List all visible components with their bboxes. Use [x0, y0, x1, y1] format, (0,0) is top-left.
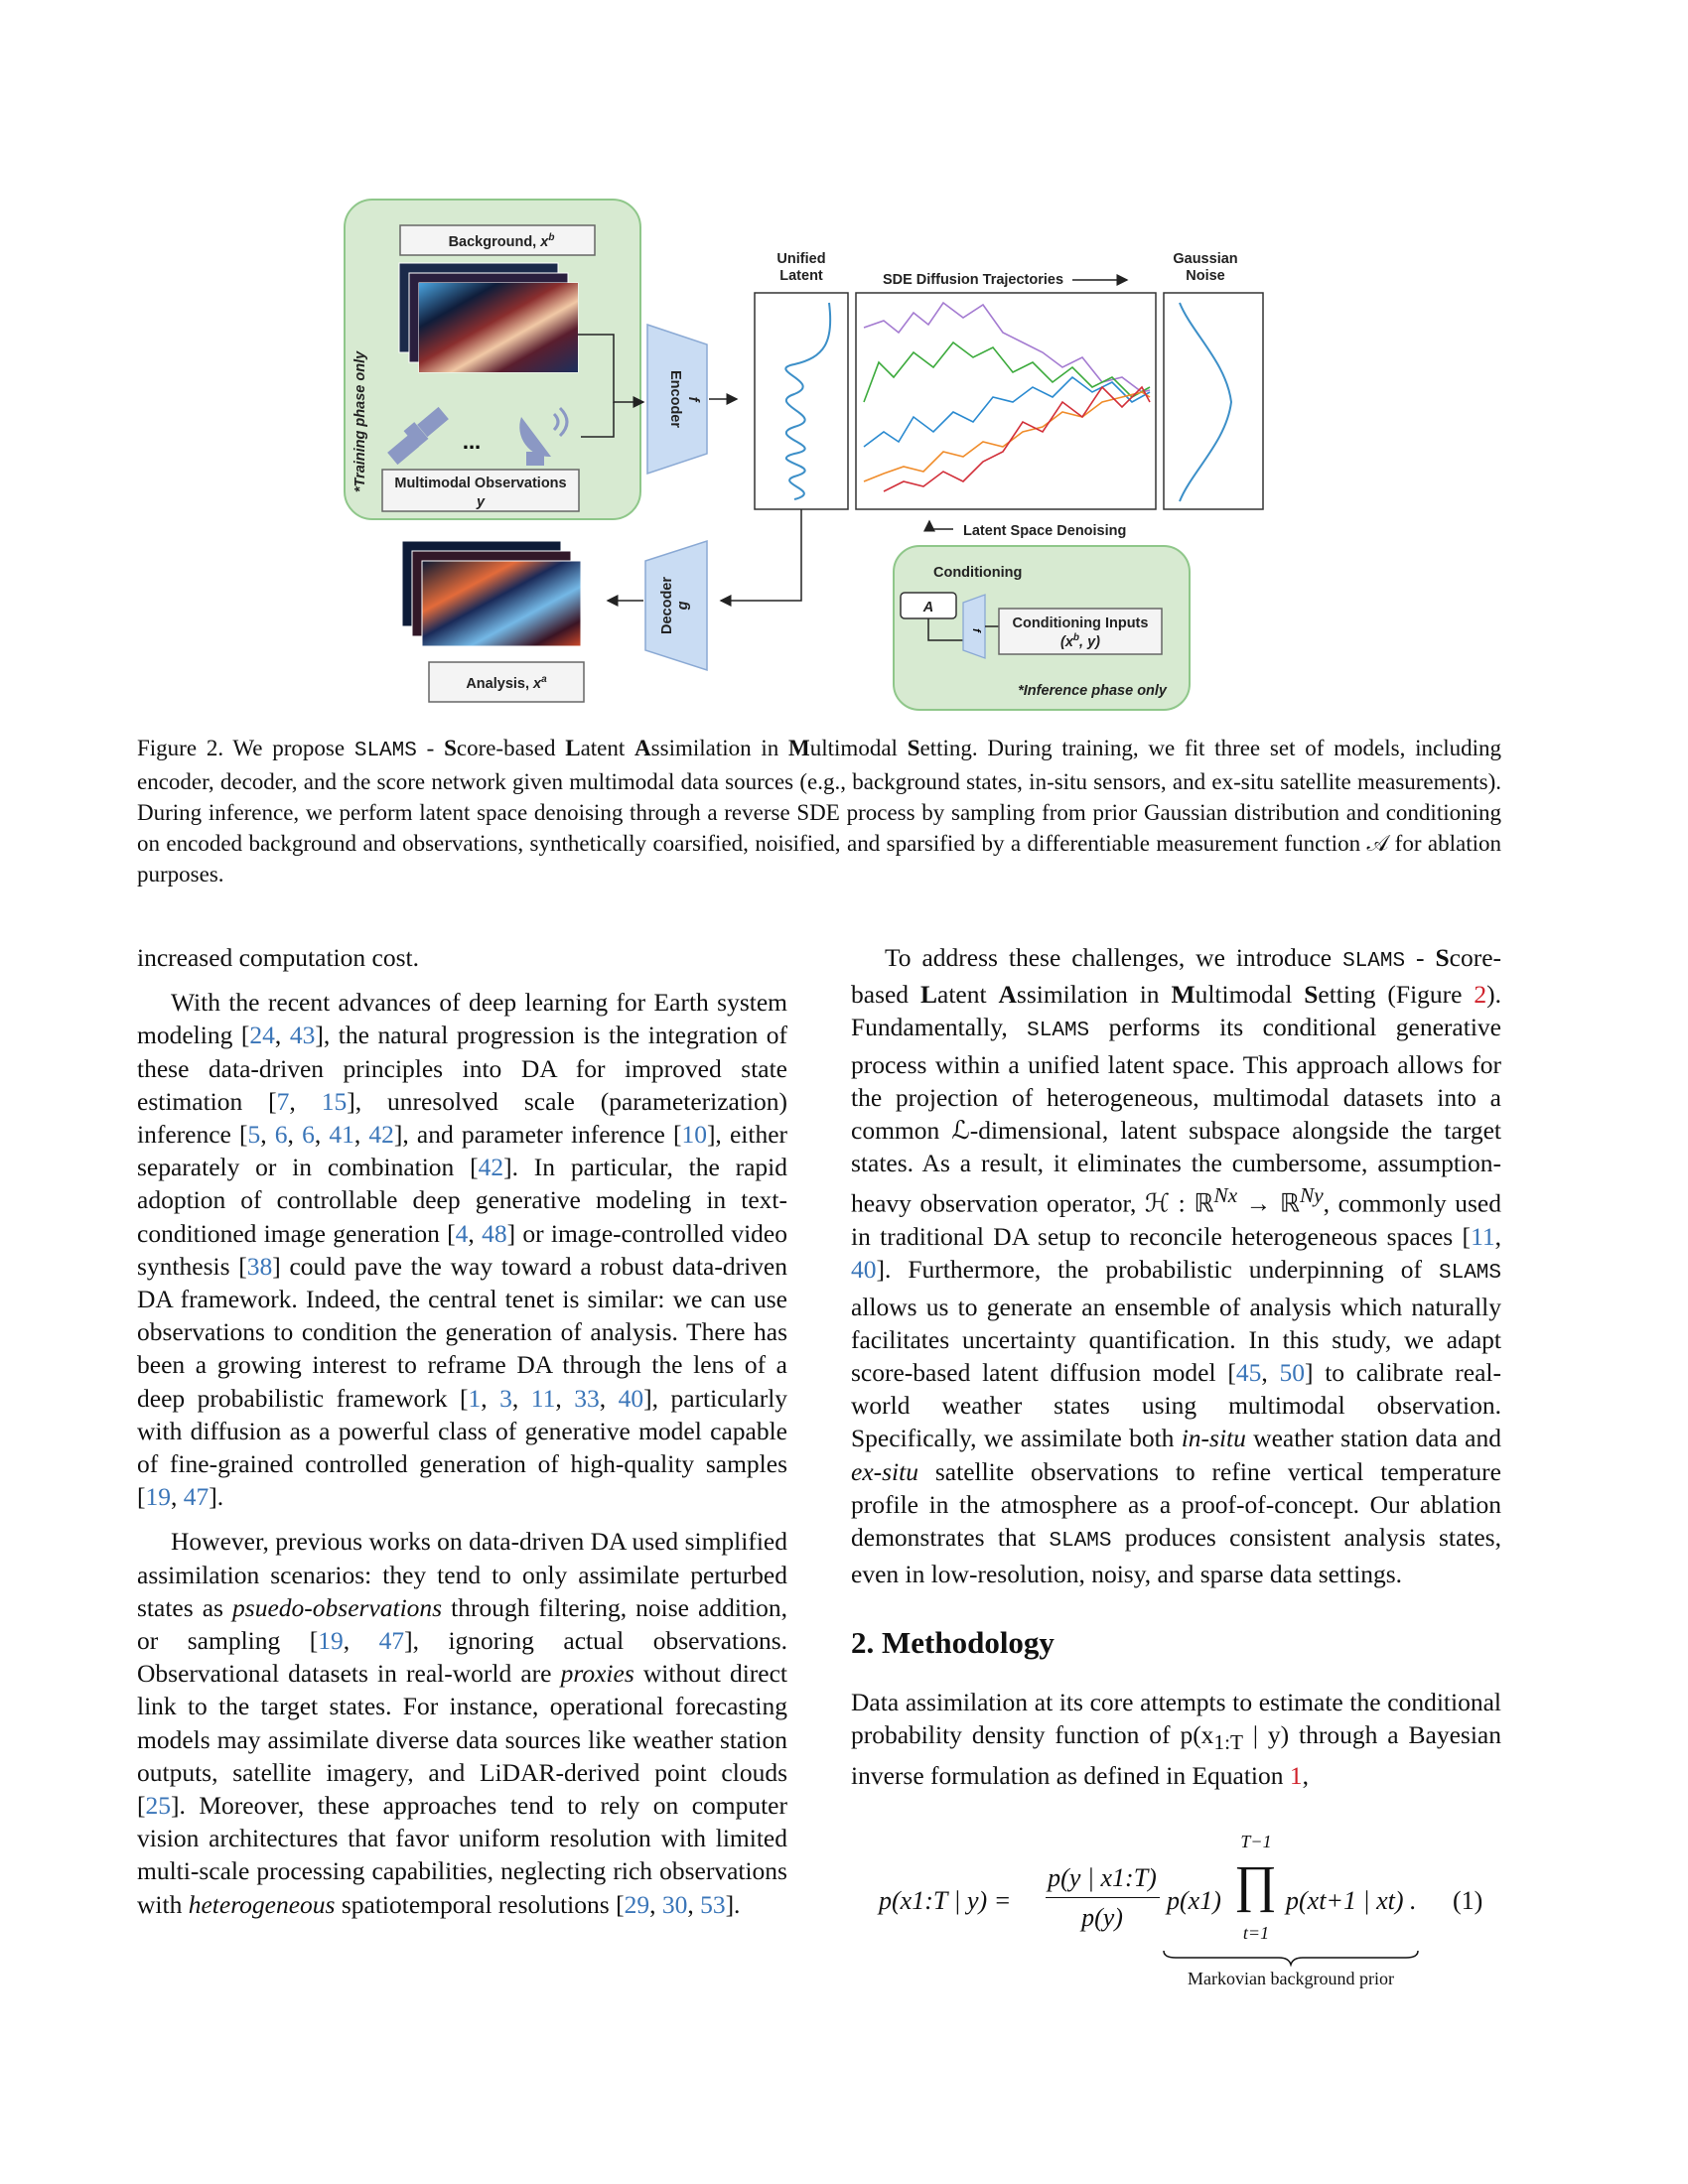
- a-label: A: [922, 600, 934, 615]
- citation-link[interactable]: 29: [624, 1889, 650, 1919]
- analysis-label: Analysis, $x^a$: [466, 674, 547, 692]
- unified-latent-label-2: Latent: [779, 268, 823, 284]
- citation-link[interactable]: 15: [321, 1086, 348, 1116]
- gaussian-noise-label-1: Gaussian: [1173, 251, 1238, 267]
- latent-to-decoder: [721, 509, 801, 601]
- product-lower: t=1: [1242, 1923, 1270, 1943]
- gaussian-noise-label-2: Noise: [1186, 268, 1225, 284]
- citation-link[interactable]: 7: [276, 1086, 290, 1116]
- small-f: f: [970, 628, 982, 632]
- decoder-label: Decoder: [659, 576, 675, 635]
- citation-link[interactable]: 40: [851, 1255, 877, 1285]
- figure-caption: Figure 2. We propose SLAMS - Score-based Latent Assimilation in Multimodal Setting. During training, we fit three set of models, including encoder, decoder, and the score network given multimodal data sources (e.g., background states, in-situ sensors, and ex-situ satellite measurements). During inference, we perform latent space denoising through a reverse SDE process by sampling from prior Gaussian distribution and conditioning on encoded background and observations, synthetically coarsified, noisified, and sparsified by a differentiable measurement function 𝒜 for ablation purposes.: [137, 736, 1501, 887]
- unified-latent-label-1: Unified: [776, 251, 826, 267]
- citation-link[interactable]: 25: [145, 1791, 171, 1821]
- left-column: [137, 941, 787, 1921]
- citation-link[interactable]: 40: [618, 1383, 644, 1413]
- citation-link[interactable]: 6: [274, 1120, 288, 1150]
- equation-denominator: p(y): [1081, 1903, 1123, 1932]
- citation-link[interactable]: 53: [700, 1889, 726, 1919]
- citation-link[interactable]: 47: [378, 1626, 405, 1656]
- unified-latent-box: [755, 293, 848, 509]
- citation-link[interactable]: 42: [368, 1120, 394, 1150]
- citation-link[interactable]: 19: [318, 1626, 344, 1656]
- small-encoder: [963, 595, 985, 658]
- equation-numerator: p(y | x1:T): [1048, 1863, 1157, 1892]
- figure-ref-link[interactable]: 2: [1474, 980, 1487, 1010]
- sde-label: SDE Diffusion Trajectories: [882, 272, 1064, 288]
- citation-link[interactable]: 11: [530, 1383, 556, 1413]
- paragraph: increased computation cost.: [137, 943, 419, 972]
- paragraph: However, previous works on data-driven DA used simplified assimilation scenarios: they tend to only assimilate perturbed states as psuedo-observations through filtering, noise addition, or sampling [19, 47], ignoring actual observations. Observational datasets in real-world are proxies without direct link to the target states. For instance, operational forecasting models may assimilate diverse data sources like weather station outputs, satellite imagery, and LiDAR-derived point clouds [25]. Moreover, these approaches tend to rely on computer vision architectures that favor uniform resolution with limited multi-scale processing capabilities, neglecting rich observations with heterogeneous spatiotemporal resolutions [29, 30, 53].: [137, 1527, 788, 1919]
- citation-link[interactable]: 30: [661, 1889, 688, 1919]
- paragraph: With the recent advances of deep learning for Earth system modeling [24, 43], the natural progression is the integration of these data-driven principles into DA for improved state estimation [7, 15], unresolved scale (parameterization) inference [5, 6, 6, 41, 42], and parameter inference [10], either separately or in combination [42]. In particular, the rapid adoption of controllable deep generative modeling in text-conditioned image generation [4, 48] or image-controlled video synthesis [38] could pave the way toward a robust data-driven DA framework. Indeed, the central tenet is similar: we can use observations to condition the generation of analysis. There has been a growing interest to reframe DA through the lens of a deep probabilistic framework [1, 3, 11, 33, 40], particularly with diffusion as a powerful class of generative model capable of fine-grained controlled generation of high-quality samples [19, 47].: [137, 988, 788, 1512]
- equation-term: p(xt+1 | xt) .: [1286, 1886, 1417, 1915]
- gaussian-box: [1164, 293, 1263, 509]
- equation-prior: p(x1): [1167, 1886, 1221, 1915]
- citation-link[interactable]: 38: [246, 1251, 273, 1281]
- citation-link[interactable]: 45: [1235, 1357, 1262, 1387]
- background-label: Background, $x^b$: [448, 232, 555, 250]
- equation-number: (1): [1453, 1886, 1483, 1915]
- paragraph: Data assimilation at its core attempts to estimate the conditional probability density function of $p(x_{1:T}$ | y) through a Bayesian inverse formulation as defined in Equation 1,: [851, 1687, 1501, 1791]
- encoder-label: Encoder: [667, 369, 683, 429]
- multimodal-var: y: [476, 494, 486, 510]
- citation-link[interactable]: 48: [482, 1218, 507, 1248]
- citation-link[interactable]: 3: [499, 1383, 512, 1413]
- analysis-heatmap-stack: [402, 541, 581, 646]
- section-heading: 2. Methodology: [851, 1625, 1055, 1661]
- brace-label: Markovian background prior: [1188, 1969, 1394, 1988]
- equation-1: [879, 1832, 1504, 1990]
- multimodal-label: Multimodal Observations: [394, 476, 567, 491]
- conditioning-label: Conditioning: [933, 565, 1023, 581]
- training-phase-label: *Training phase only: [352, 350, 368, 493]
- ellipsis: ...: [462, 429, 482, 454]
- citation-link[interactable]: 50: [1279, 1357, 1305, 1387]
- citation-link[interactable]: 24: [249, 1021, 275, 1050]
- citation-link[interactable]: 47: [183, 1482, 210, 1512]
- citation-link[interactable]: 43: [289, 1021, 316, 1050]
- fraction-bar: [1046, 1897, 1160, 1898]
- citation-link[interactable]: 6: [302, 1120, 315, 1150]
- citation-link[interactable]: 33: [574, 1383, 600, 1413]
- paragraph: To address these challenges, we introduce SLAMS - Score-based Latent Assimilation in Multimodal Setting (Figure 2). Fundamentally, SLAMS performs its conditional generative process within a unified latent space. This approach allows for the projection of heterogeneous, multimodal datasets into a common ℒ-dimensional, latent subspace alongside the target states. As a result, it eliminates the cumbersome, assumption-heavy observation operator, ℋ : ℝ$^{Nx}$ → ℝ$^{Ny}$, commonly used in traditional DA setup to reconcile heterogeneous spaces [11, 40]. Furthermore, the probabilistic underpinning of SLAMS allows us to generate an ensemble of analysis which naturally facilitates uncertainty quantification. In this study, we adapt score-based latent diffusion model [45, 50] to calibrate real-world weather states using multimodal observation. Specifically, we assimilate both in-situ weather station data and ex-situ satellite observations to refine vertical temperature profile in the atmosphere as a proof-of-concept. Our ablation demonstrates that SLAMS produces consistent analysis states, even in low-resolution, noisy, and sparse data settings.: [851, 943, 1502, 1589]
- right-column: [851, 941, 1501, 1792]
- citation-link[interactable]: 42: [478, 1153, 504, 1182]
- citation-link[interactable]: 41: [329, 1120, 354, 1150]
- conditioning-inputs-var: ($x^b$, y): [1060, 632, 1100, 650]
- citation-link[interactable]: 5: [247, 1120, 261, 1150]
- decoder-var: g: [675, 601, 691, 611]
- equation-ref-link[interactable]: 1: [1289, 1761, 1303, 1791]
- encoder-var: f: [685, 396, 701, 402]
- background-heatmap-stack: [399, 263, 578, 372]
- conditioning-inputs-label: Conditioning Inputs: [1012, 615, 1149, 631]
- citation-link[interactable]: 1: [468, 1383, 482, 1413]
- product-upper: T−1: [1240, 1832, 1272, 1851]
- citation-link[interactable]: 10: [681, 1120, 707, 1150]
- equation-lhs: p(x1:T | y) =: [879, 1886, 1012, 1915]
- inference-phase-label: *Inference phase only: [1018, 683, 1167, 699]
- architecture-diagram: [328, 194, 1321, 715]
- latent-denoising-label: Latent Space Denoising: [963, 523, 1127, 539]
- figure-2: [328, 194, 1321, 715]
- product-symbol: ∏: [1234, 1856, 1277, 1913]
- citation-link[interactable]: 19: [145, 1482, 171, 1512]
- underbrace: [1162, 1949, 1420, 1967]
- citation-link[interactable]: 4: [455, 1218, 469, 1248]
- citation-link[interactable]: 11: [1471, 1222, 1495, 1252]
